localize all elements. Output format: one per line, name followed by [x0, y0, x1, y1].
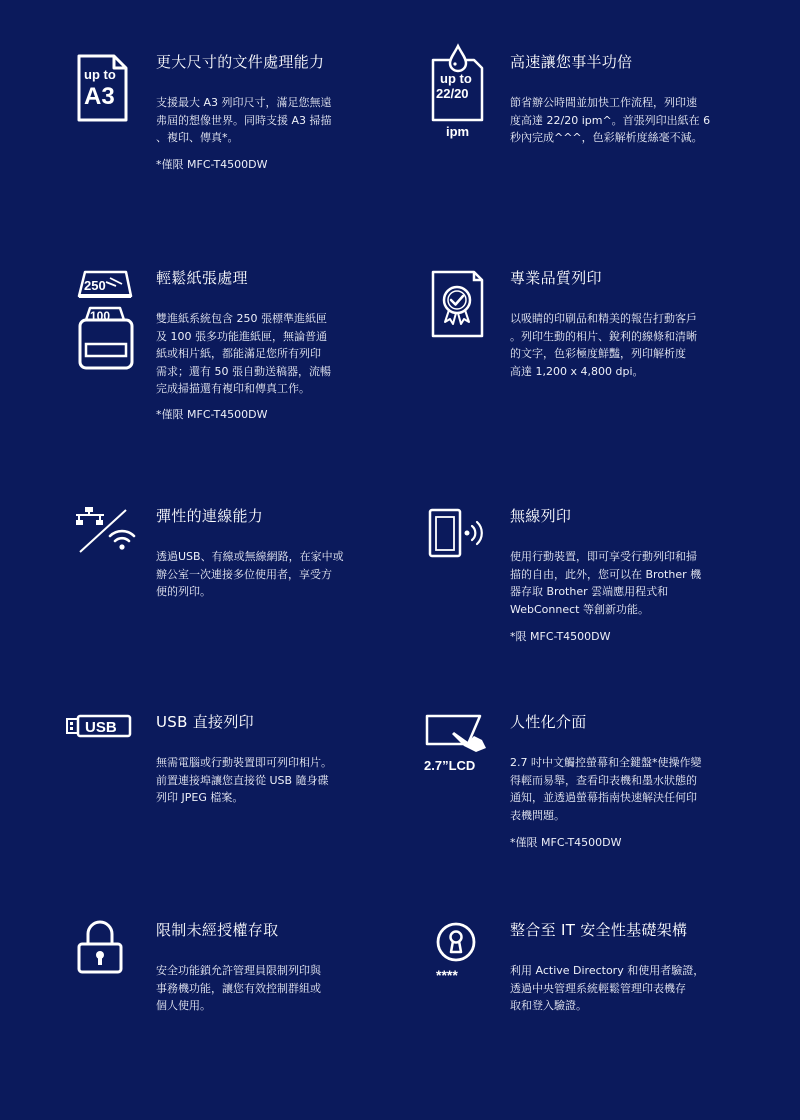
feature-note: *僅限 MFC-T4500DW — [156, 158, 268, 171]
description-line: 需求；還有 50 張自動送稿器，流暢 — [156, 364, 331, 378]
feature-note: *限 MFC-T4500DW — [510, 630, 611, 643]
certificate-badge-icon — [430, 268, 502, 358]
description-line: 使用行動裝置，即可享受行動列印和掃 — [510, 550, 697, 563]
feature-description — [156, 548, 368, 601]
icon-label: ipm — [446, 124, 470, 139]
description-line: 雙進紙系統包含 250 張標準進紙匣 — [156, 312, 327, 325]
feature-title: USB 直接列印 — [156, 713, 254, 731]
feature-description — [510, 310, 720, 380]
description-line: 。列印生動的相片、銳利的線條和清晰 — [510, 329, 697, 343]
feature-description — [156, 310, 368, 398]
feature-description — [156, 962, 368, 1015]
description-line: WebConnect 等創新功能。 — [510, 602, 649, 616]
description-line: 便的列印。 — [156, 585, 211, 598]
feature-title: 輕鬆紙張處理 — [156, 269, 248, 287]
network-wifi-icon — [76, 506, 148, 596]
icon-label: up to — [84, 67, 116, 82]
description-line: 及 100 張多功能進紙匣，無論普通 — [156, 329, 327, 343]
feature-title: 高速讓您事半功倍 — [510, 53, 633, 71]
paper-a3-icon — [76, 52, 148, 142]
description-line: 個人使用。 — [156, 999, 211, 1012]
description-line: 前置連接埠讓您直接從 USB 隨身碟 — [156, 773, 329, 787]
description-line: 紙或相片紙，都能滿足您所有列印 — [156, 347, 321, 360]
description-line: 取和登入驗證。 — [510, 999, 587, 1012]
description-line: 高達 1,200 x 4,800 dpi。 — [510, 364, 644, 378]
feature-title: 無線列印 — [510, 507, 572, 525]
description-line: 、複印、傳真*。 — [156, 131, 239, 144]
feature-description — [156, 754, 368, 807]
description-line: 透過USB、有線或無線網路，在家中或 — [156, 550, 344, 563]
description-line: 完成掃描還有複印和傳真工作。 — [156, 382, 310, 395]
icon-label: 2.7”LCD — [424, 758, 476, 773]
description-line: 無需電腦或行動裝置即可列印相片。 — [156, 756, 332, 769]
feature-note: *僅限 MFC-T4500DW — [156, 408, 268, 421]
description-line: 的文字，色彩極度鮮豔，列印解析度 — [510, 347, 686, 360]
feature-description — [510, 962, 720, 1015]
description-line: 表機問題。 — [510, 808, 565, 822]
ink-drop-speed-icon — [430, 52, 502, 142]
description-line: 通知，並透過螢幕指南快速解決任何印 — [510, 791, 697, 804]
feature-title: 更大尺寸的文件處理能力 — [156, 53, 325, 71]
description-line: 辦公室一次連接多位使用者，享受方 — [156, 567, 332, 581]
feature-description — [156, 94, 368, 147]
feature-title: 整合至 IT 安全性基礎架構 — [510, 921, 688, 939]
feature-description — [510, 754, 720, 824]
mobile-wireless-icon — [430, 506, 502, 596]
icon-label: 22/20 — [436, 86, 469, 101]
description-line: 度高達 22/20 ipm^。首張列印出紙在 6 — [510, 113, 711, 127]
feature-title: 專業品質列印 — [510, 269, 602, 287]
icon-label: up to — [440, 71, 472, 86]
icon-label: 100 — [90, 309, 111, 323]
feature-title: 彈性的連線能力 — [156, 507, 264, 525]
touch-lcd-icon — [424, 712, 496, 802]
icon-label: **** — [436, 967, 458, 983]
description-line: 安全功能鎖允許管理員限制列印與 — [156, 964, 321, 977]
description-line: 利用 Active Directory 和使用者驗證， — [510, 964, 705, 977]
description-line: 事務機功能，讓您有效控制群組或 — [156, 981, 321, 995]
feature-title: 人性化介面 — [510, 713, 587, 731]
feature-description — [510, 94, 720, 147]
icon-label: 250 — [84, 278, 106, 293]
keyhole-password-icon — [430, 920, 502, 1010]
description-line: 2.7 吋中文觸控螢幕和全鍵盤*使操作變 — [510, 756, 702, 769]
paper-tray-icon — [76, 268, 148, 358]
description-line: 秒內完成^^^，色彩解析度絲毫不減。 — [510, 131, 703, 144]
description-line: 列印 JPEG 檔案。 — [156, 791, 244, 804]
description-line: 節省辦公時間並加快工作流程，列印速 — [510, 96, 697, 109]
description-line: 器存取 Brother 雲端應用程式和 — [510, 585, 669, 598]
description-line: 描的自由，此外，您可以在 Brother 機 — [510, 567, 702, 581]
description-line: 弗屆的想像世界。同時支援 A3 掃描 — [156, 113, 332, 127]
feature-description — [510, 548, 720, 618]
icon-label: A3 — [84, 83, 115, 110]
icon-label: USB — [85, 719, 117, 736]
padlock-icon — [76, 920, 148, 1010]
feature-title: 限制未經授權存取 — [156, 921, 279, 939]
usb-drive-icon — [64, 712, 136, 802]
description-line: 透過中央管理系統輕鬆管理印表機存 — [510, 981, 686, 995]
description-line: 以吸睛的印刷品和精美的報告打動客戶 — [510, 312, 697, 325]
description-line: 支援最大 A3 列印尺寸，滿足您無遠 — [156, 96, 332, 109]
description-line: 得輕而易舉，查看印表機和墨水狀態的 — [510, 773, 697, 787]
feature-note: *僅限 MFC-T4500DW — [510, 836, 622, 849]
